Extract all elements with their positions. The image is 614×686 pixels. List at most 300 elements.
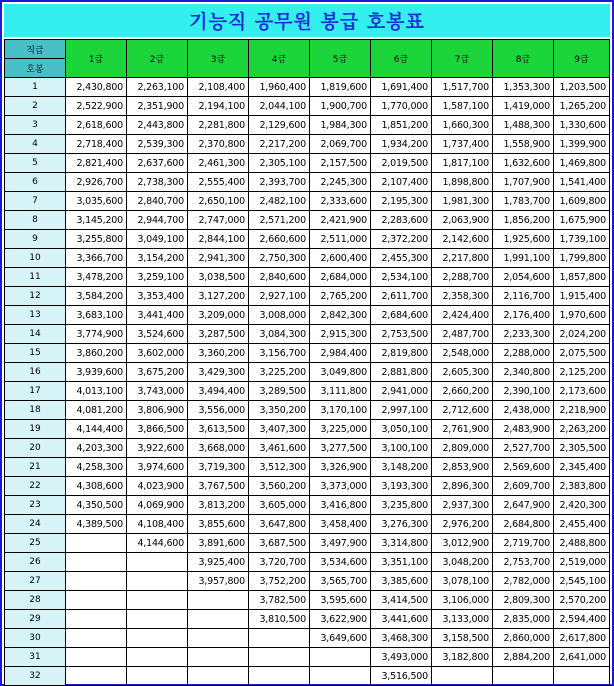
salary-cell: 2,482,100	[249, 192, 310, 211]
salary-cell: 3,767,500	[188, 477, 249, 496]
salary-cell: 3,860,200	[66, 344, 127, 363]
salary-cell: 3,605,000	[249, 496, 310, 515]
table-row	[5, 420, 610, 439]
salary-cell: 3,782,500	[249, 591, 310, 610]
salary-cell: 1,353,300	[493, 78, 554, 97]
salary-cell: 2,819,800	[371, 344, 432, 363]
salary-cell: 3,687,500	[249, 534, 310, 553]
salary-cell: 3,668,000	[188, 439, 249, 458]
salary-cell: 2,054,600	[493, 268, 554, 287]
salary-cell: 1,469,800	[554, 154, 610, 173]
salary-cell: 2,539,300	[127, 135, 188, 154]
salary-cell: 2,522,900	[66, 97, 127, 116]
salary-cell: 2,718,400	[66, 135, 127, 154]
salary-cell: 3,939,600	[66, 363, 127, 382]
table-header	[5, 40, 610, 78]
salary-cell: 3,133,000	[432, 610, 493, 629]
step-cell: 15	[5, 344, 66, 363]
salary-cell: 3,855,600	[188, 515, 249, 534]
salary-cell: 3,038,500	[188, 268, 249, 287]
salary-cell: 1,632,600	[493, 154, 554, 173]
salary-cell: 2,483,900	[493, 420, 554, 439]
salary-cell: 3,049,800	[310, 363, 371, 382]
salary-cell: 4,389,500	[66, 515, 127, 534]
salary-cell: 2,019,500	[371, 154, 432, 173]
step-cell: 11	[5, 268, 66, 287]
salary-cell: 3,516,500	[371, 667, 432, 686]
salary-cell: 2,233,300	[493, 325, 554, 344]
salary-cell: 2,926,700	[66, 173, 127, 192]
salary-cell: 2,305,100	[249, 154, 310, 173]
table-row	[5, 230, 610, 249]
salary-cell	[127, 553, 188, 572]
salary-cell: 2,116,700	[493, 287, 554, 306]
page-title: 기능직 공무원 봉급 호봉표	[4, 4, 610, 37]
table-row	[5, 154, 610, 173]
salary-cell: 3,353,400	[127, 287, 188, 306]
salary-cell: 2,430,800	[66, 78, 127, 97]
salary-cell: 3,373,000	[310, 477, 371, 496]
salary-cell	[66, 667, 127, 686]
salary-cell: 3,774,900	[66, 325, 127, 344]
salary-cell: 2,555,400	[188, 173, 249, 192]
grade-header-8: 8급	[493, 40, 554, 78]
salary-cell: 2,263,100	[127, 78, 188, 97]
salary-cell: 3,035,600	[66, 192, 127, 211]
salary-cell: 2,753,500	[371, 325, 432, 344]
salary-cell: 3,100,100	[371, 439, 432, 458]
salary-cell: 3,602,000	[127, 344, 188, 363]
salary-cell: 2,765,200	[310, 287, 371, 306]
salary-cell: 1,851,200	[371, 116, 432, 135]
grade-header-2: 2급	[127, 40, 188, 78]
salary-cell: 3,891,600	[188, 534, 249, 553]
salary-cell: 2,821,400	[66, 154, 127, 173]
salary-cell	[188, 648, 249, 667]
salary-cell: 2,896,300	[432, 477, 493, 496]
grade-header-5: 5급	[310, 40, 371, 78]
grade-header-1: 1급	[66, 40, 127, 78]
salary-cell: 1,660,300	[432, 116, 493, 135]
salary-cell: 2,024,200	[554, 325, 610, 344]
salary-cell: 4,144,400	[66, 420, 127, 439]
table-row	[5, 629, 610, 648]
salary-cell: 3,595,600	[310, 591, 371, 610]
salary-cell: 3,414,500	[371, 591, 432, 610]
salary-cell: 2,618,600	[66, 116, 127, 135]
salary-cell	[66, 553, 127, 572]
table-row	[5, 667, 610, 686]
salary-cell: 3,287,500	[188, 325, 249, 344]
salary-cell: 2,609,700	[493, 477, 554, 496]
salary-cell: 1,541,400	[554, 173, 610, 192]
salary-cell	[66, 591, 127, 610]
table-row	[5, 116, 610, 135]
salary-cell: 3,048,200	[432, 553, 493, 572]
salary-cell: 3,326,900	[310, 458, 371, 477]
salary-cell: 2,660,600	[249, 230, 310, 249]
grade-header-4: 4급	[249, 40, 310, 78]
salary-cell: 2,976,200	[432, 515, 493, 534]
salary-cell	[127, 591, 188, 610]
salary-cell: 3,584,200	[66, 287, 127, 306]
salary-cell: 4,081,200	[66, 401, 127, 420]
salary-cell: 3,276,300	[371, 515, 432, 534]
table-row	[5, 458, 610, 477]
salary-cell: 2,393,700	[249, 173, 310, 192]
step-cell: 31	[5, 648, 66, 667]
salary-cell: 2,641,000	[554, 648, 610, 667]
salary-cell	[188, 629, 249, 648]
table-row	[5, 439, 610, 458]
salary-cell: 3,441,400	[127, 306, 188, 325]
salary-cell: 3,145,200	[66, 211, 127, 230]
salary-cell: 3,351,100	[371, 553, 432, 572]
salary-cell: 3,866,500	[127, 420, 188, 439]
salary-cell: 3,649,600	[310, 629, 371, 648]
step-cell: 23	[5, 496, 66, 515]
salary-cell: 3,360,200	[188, 344, 249, 363]
salary-cell: 2,511,000	[310, 230, 371, 249]
salary-cell	[127, 667, 188, 686]
step-cell: 24	[5, 515, 66, 534]
salary-cell: 2,443,800	[127, 116, 188, 135]
grade-header-6: 6급	[371, 40, 432, 78]
salary-cell: 3,458,400	[310, 515, 371, 534]
table-row	[5, 401, 610, 420]
salary-cell: 2,569,600	[493, 458, 554, 477]
salary-cell: 2,351,900	[127, 97, 188, 116]
salary-cell: 3,193,300	[371, 477, 432, 496]
salary-cell: 2,840,700	[127, 192, 188, 211]
salary-cell: 2,712,600	[432, 401, 493, 420]
salary-cell: 1,898,800	[432, 173, 493, 192]
salary-cell: 2,455,400	[554, 515, 610, 534]
salary-cell: 2,527,700	[493, 439, 554, 458]
step-cell: 27	[5, 572, 66, 591]
salary-cell: 3,259,100	[127, 268, 188, 287]
salary-cell	[188, 667, 249, 686]
salary-cell: 3,182,800	[432, 648, 493, 667]
salary-cell: 3,158,500	[432, 629, 493, 648]
salary-cell: 2,195,300	[371, 192, 432, 211]
salary-cell	[127, 610, 188, 629]
salary-cell	[554, 667, 610, 686]
step-cell: 25	[5, 534, 66, 553]
salary-cell: 2,176,400	[493, 306, 554, 325]
salary-cell: 2,305,500	[554, 439, 610, 458]
salary-cell: 3,049,100	[127, 230, 188, 249]
grade-header-9: 9급	[554, 40, 610, 78]
table-row	[5, 496, 610, 515]
salary-cell: 2,421,900	[310, 211, 371, 230]
salary-cell: 2,738,300	[127, 173, 188, 192]
salary-cell	[66, 572, 127, 591]
step-cell: 4	[5, 135, 66, 154]
salary-cell: 3,683,100	[66, 306, 127, 325]
table-row	[5, 211, 610, 230]
salary-cell: 1,819,600	[310, 78, 371, 97]
salary-cell: 2,853,900	[432, 458, 493, 477]
salary-cell	[127, 648, 188, 667]
salary-cell: 2,617,800	[554, 629, 610, 648]
salary-cell: 3,974,600	[127, 458, 188, 477]
salary-cell: 2,069,700	[310, 135, 371, 154]
step-cell: 10	[5, 249, 66, 268]
salary-cell: 2,570,200	[554, 591, 610, 610]
salary-cell: 1,707,900	[493, 173, 554, 192]
salary-cell: 3,084,300	[249, 325, 310, 344]
salary-cell: 2,218,900	[554, 401, 610, 420]
salary-cell: 1,587,100	[432, 97, 493, 116]
salary-table	[4, 39, 610, 686]
salary-cell: 2,548,000	[432, 344, 493, 363]
salary-cell: 2,519,000	[554, 553, 610, 572]
grade-header-7: 7급	[432, 40, 493, 78]
salary-cell: 2,108,400	[188, 78, 249, 97]
step-cell: 19	[5, 420, 66, 439]
salary-cell: 2,750,300	[249, 249, 310, 268]
salary-cell: 2,611,700	[371, 287, 432, 306]
salary-cell: 1,737,400	[432, 135, 493, 154]
salary-cell: 2,125,200	[554, 363, 610, 382]
salary-cell: 3,314,800	[371, 534, 432, 553]
step-cell: 16	[5, 363, 66, 382]
salary-cell: 3,719,300	[188, 458, 249, 477]
salary-cell: 2,650,100	[188, 192, 249, 211]
salary-cell: 2,157,500	[310, 154, 371, 173]
table-row	[5, 572, 610, 591]
salary-cell	[66, 648, 127, 667]
salary-cell: 1,925,600	[493, 230, 554, 249]
salary-cell: 1,691,400	[371, 78, 432, 97]
salary-cell: 2,488,800	[554, 534, 610, 553]
table-row	[5, 325, 610, 344]
step-cell: 21	[5, 458, 66, 477]
salary-cell: 2,345,400	[554, 458, 610, 477]
salary-cell: 3,385,600	[371, 572, 432, 591]
salary-cell: 3,743,000	[127, 382, 188, 401]
salary-cell: 3,524,600	[127, 325, 188, 344]
salary-cell: 3,512,300	[249, 458, 310, 477]
corner-label-step: 호봉	[5, 59, 66, 78]
salary-cell	[310, 667, 371, 686]
salary-cell: 1,203,500	[554, 78, 610, 97]
salary-cell: 2,840,600	[249, 268, 310, 287]
salary-cell: 2,884,200	[493, 648, 554, 667]
salary-cell: 2,944,700	[127, 211, 188, 230]
salary-cell: 2,984,400	[310, 344, 371, 363]
salary-cell: 1,856,200	[493, 211, 554, 230]
salary-cell: 3,154,200	[127, 249, 188, 268]
salary-cell: 3,441,600	[371, 610, 432, 629]
salary-cell: 2,340,800	[493, 363, 554, 382]
table-row	[5, 382, 610, 401]
salary-cell: 1,817,100	[432, 154, 493, 173]
salary-cell: 2,194,100	[188, 97, 249, 116]
salary-cell: 3,806,900	[127, 401, 188, 420]
salary-cell: 3,225,200	[249, 363, 310, 382]
salary-cell: 2,571,200	[249, 211, 310, 230]
step-cell: 26	[5, 553, 66, 572]
salary-cell: 3,008,000	[249, 306, 310, 325]
salary-cell: 2,372,200	[371, 230, 432, 249]
salary-cell: 2,747,000	[188, 211, 249, 230]
step-cell: 13	[5, 306, 66, 325]
salary-cell: 1,675,900	[554, 211, 610, 230]
table-row	[5, 192, 610, 211]
salary-cell: 3,560,200	[249, 477, 310, 496]
table-row	[5, 287, 610, 306]
salary-cell: 1,960,400	[249, 78, 310, 97]
table-row	[5, 135, 610, 154]
salary-cell: 1,984,300	[310, 116, 371, 135]
salary-cell	[432, 667, 493, 686]
salary-cell: 3,127,200	[188, 287, 249, 306]
salary-cell: 3,647,800	[249, 515, 310, 534]
salary-cell: 2,383,800	[554, 477, 610, 496]
salary-cell: 3,111,800	[310, 382, 371, 401]
salary-cell: 4,108,400	[127, 515, 188, 534]
salary-cell: 2,455,300	[371, 249, 432, 268]
step-cell: 22	[5, 477, 66, 496]
salary-cell: 1,739,100	[554, 230, 610, 249]
step-cell: 9	[5, 230, 66, 249]
salary-cell: 3,156,700	[249, 344, 310, 363]
salary-cell: 3,148,200	[371, 458, 432, 477]
salary-cell: 1,419,000	[493, 97, 554, 116]
salary-cell: 2,941,000	[371, 382, 432, 401]
table-row	[5, 534, 610, 553]
salary-cell: 4,258,300	[66, 458, 127, 477]
salary-cell: 1,934,200	[371, 135, 432, 154]
salary-cell: 1,783,700	[493, 192, 554, 211]
salary-cell: 2,129,600	[249, 116, 310, 135]
table-row	[5, 515, 610, 534]
salary-cell: 2,438,000	[493, 401, 554, 420]
salary-cell: 3,497,900	[310, 534, 371, 553]
salary-cell	[127, 572, 188, 591]
salary-cell: 3,078,100	[432, 572, 493, 591]
salary-cell: 1,558,900	[493, 135, 554, 154]
salary-cell: 3,416,800	[310, 496, 371, 515]
salary-cell: 3,366,700	[66, 249, 127, 268]
salary-cell: 2,534,100	[371, 268, 432, 287]
table-row	[5, 97, 610, 116]
salary-cell: 4,144,600	[127, 534, 188, 553]
step-cell: 2	[5, 97, 66, 116]
table-row	[5, 249, 610, 268]
salary-cell: 2,217,800	[432, 249, 493, 268]
salary-cell: 3,350,200	[249, 401, 310, 420]
salary-cell: 1,330,600	[554, 116, 610, 135]
salary-cell: 2,217,200	[249, 135, 310, 154]
salary-cell: 3,534,600	[310, 553, 371, 572]
salary-cell: 1,981,300	[432, 192, 493, 211]
salary-cell: 2,937,300	[432, 496, 493, 515]
salary-cell: 3,461,600	[249, 439, 310, 458]
salary-cell: 1,857,800	[554, 268, 610, 287]
salary-cell: 3,556,000	[188, 401, 249, 420]
salary-cell: 1,265,200	[554, 97, 610, 116]
salary-cell: 1,488,300	[493, 116, 554, 135]
salary-cell: 3,478,200	[66, 268, 127, 287]
salary-cell: 2,753,700	[493, 553, 554, 572]
table-row	[5, 363, 610, 382]
salary-cell: 2,761,900	[432, 420, 493, 439]
salary-cell: 2,860,000	[493, 629, 554, 648]
salary-cell: 2,358,300	[432, 287, 493, 306]
table-row	[5, 344, 610, 363]
table-body	[5, 78, 610, 686]
salary-cell: 2,333,600	[310, 192, 371, 211]
salary-cell: 1,970,600	[554, 306, 610, 325]
salary-cell: 2,107,400	[371, 173, 432, 192]
grade-header-3: 3급	[188, 40, 249, 78]
salary-cell	[249, 629, 310, 648]
salary-cell	[249, 667, 310, 686]
salary-cell: 2,842,300	[310, 306, 371, 325]
salary-cell: 4,023,900	[127, 477, 188, 496]
salary-cell: 2,063,900	[432, 211, 493, 230]
salary-cell: 2,684,600	[371, 306, 432, 325]
salary-cell	[310, 648, 371, 667]
salary-cell: 3,813,200	[188, 496, 249, 515]
salary-cell: 3,225,000	[310, 420, 371, 439]
salary-cell	[66, 610, 127, 629]
step-cell: 8	[5, 211, 66, 230]
salary-cell: 1,991,100	[493, 249, 554, 268]
salary-cell	[66, 534, 127, 553]
salary-cell: 2,844,100	[188, 230, 249, 249]
salary-cell: 3,289,500	[249, 382, 310, 401]
salary-cell: 2,881,800	[371, 363, 432, 382]
salary-cell: 3,170,100	[310, 401, 371, 420]
salary-cell	[188, 610, 249, 629]
table-row	[5, 477, 610, 496]
salary-cell: 2,647,900	[493, 496, 554, 515]
salary-cell: 1,799,800	[554, 249, 610, 268]
salary-cell: 3,622,900	[310, 610, 371, 629]
table-row	[5, 553, 610, 572]
salary-cell	[493, 667, 554, 686]
salary-cell: 4,013,100	[66, 382, 127, 401]
salary-cell: 4,350,500	[66, 496, 127, 515]
step-cell: 30	[5, 629, 66, 648]
salary-cell: 1,770,000	[371, 97, 432, 116]
step-cell: 7	[5, 192, 66, 211]
salary-cell: 3,922,600	[127, 439, 188, 458]
salary-cell	[66, 629, 127, 648]
salary-cell: 4,308,600	[66, 477, 127, 496]
salary-cell: 2,142,600	[432, 230, 493, 249]
table-row	[5, 173, 610, 192]
salary-cell: 2,605,300	[432, 363, 493, 382]
table-row	[5, 610, 610, 629]
salary-cell: 2,283,600	[371, 211, 432, 230]
salary-cell: 3,106,000	[432, 591, 493, 610]
corner-label-grade: 직급	[5, 40, 66, 59]
salary-cell: 2,461,300	[188, 154, 249, 173]
salary-cell: 3,235,800	[371, 496, 432, 515]
salary-cell: 3,209,000	[188, 306, 249, 325]
step-cell: 3	[5, 116, 66, 135]
salary-cell: 1,399,900	[554, 135, 610, 154]
salary-cell: 1,915,400	[554, 287, 610, 306]
salary-cell: 3,407,300	[249, 420, 310, 439]
salary-cell: 1,900,700	[310, 97, 371, 116]
salary-cell: 1,517,700	[432, 78, 493, 97]
